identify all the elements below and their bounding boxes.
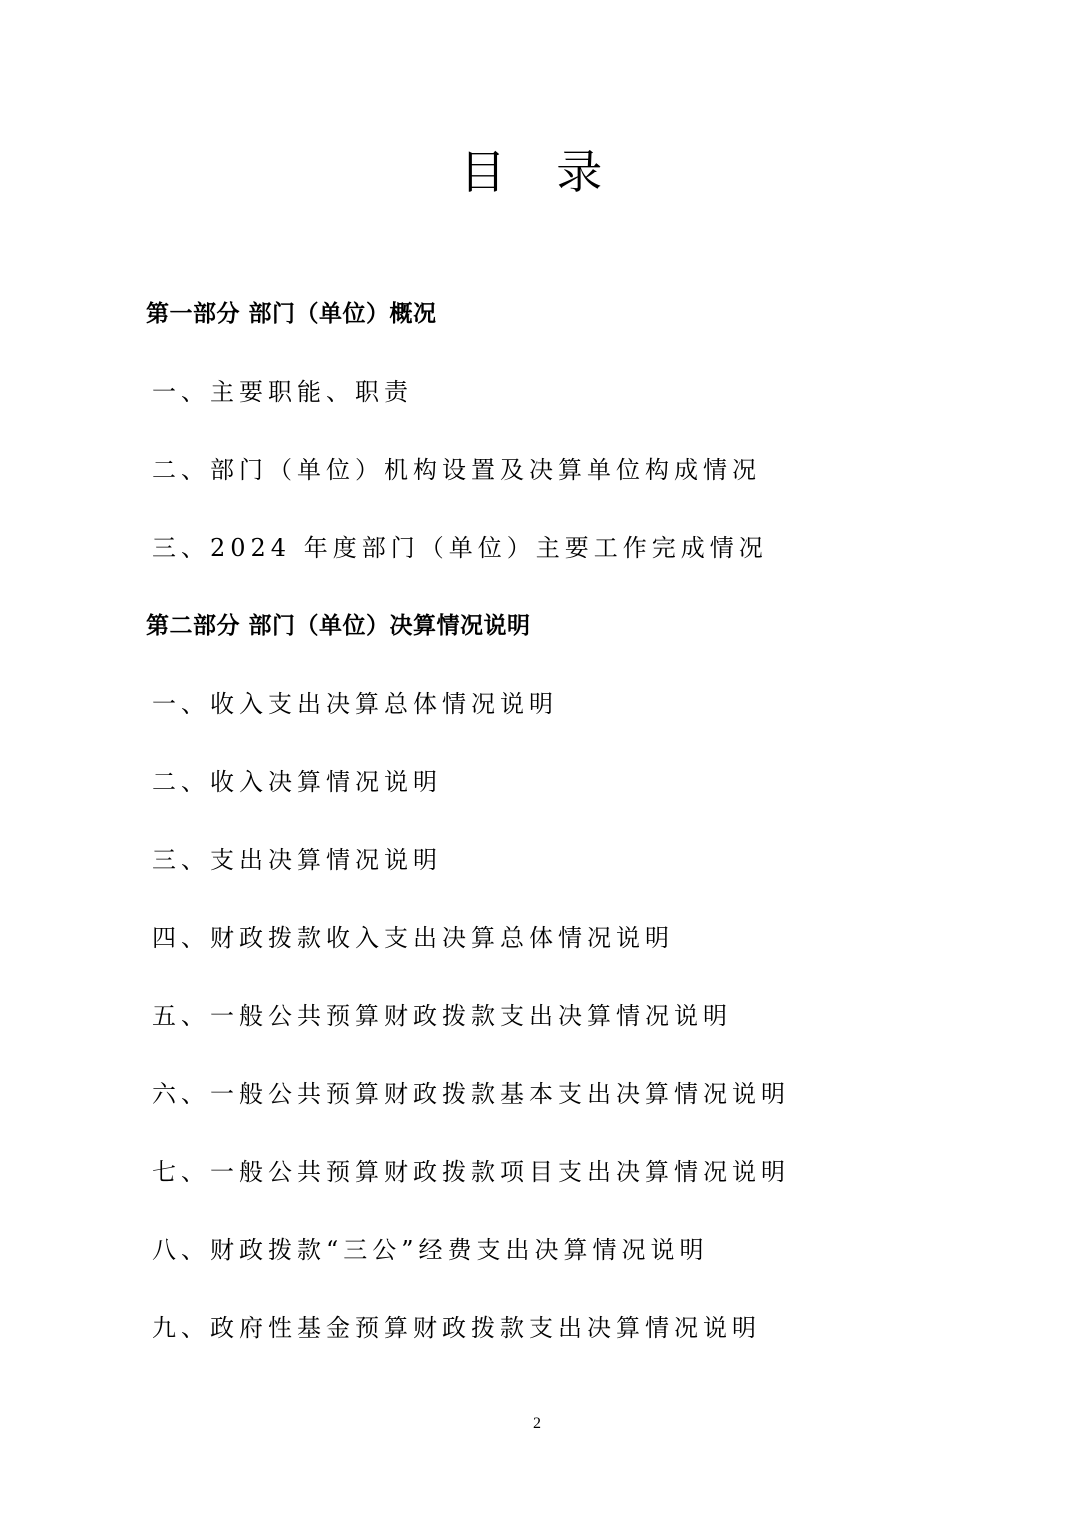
toc-entry[interactable]: 四、财政拨款收入支出决算总体情况说明 bbox=[152, 924, 674, 952]
toc-entry[interactable]: 一、收入支出决算总体情况说明 bbox=[152, 690, 558, 718]
toc-entry[interactable]: 八、财政拨款“三公”经费支出决算情况说明 bbox=[152, 1236, 709, 1264]
toc-part-heading[interactable]: 第二部分 部门（单位）决算情况说明 bbox=[146, 613, 531, 639]
toc-entry[interactable]: 六、一般公共预算财政拨款基本支出决算情况说明 bbox=[152, 1080, 790, 1108]
toc-entry[interactable]: 七、一般公共预算财政拨款项目支出决算情况说明 bbox=[152, 1158, 790, 1186]
toc-entry[interactable]: 五、一般公共预算财政拨款支出决算情况说明 bbox=[152, 1002, 732, 1030]
page-number: 2 bbox=[533, 1415, 541, 1432]
toc-entry[interactable]: 三、支出决算情况说明 bbox=[152, 846, 442, 874]
page-title: 目 录 bbox=[459, 145, 621, 199]
table-of-contents bbox=[146, 290, 1006, 1382]
toc-part-heading[interactable]: 第一部分 部门（单位）概况 bbox=[146, 301, 437, 327]
toc-entry[interactable]: 二、部门（单位）机构设置及决算单位构成情况 bbox=[152, 456, 761, 484]
toc-entry[interactable]: 一、主要职能、职责 bbox=[152, 378, 413, 406]
toc-entry[interactable]: 九、政府性基金预算财政拨款支出决算情况说明 bbox=[152, 1314, 761, 1342]
toc-entry[interactable]: 三、2024 年度部门（单位）主要工作完成情况 bbox=[152, 534, 768, 562]
toc-entry[interactable]: 二、收入决算情况说明 bbox=[152, 768, 442, 796]
